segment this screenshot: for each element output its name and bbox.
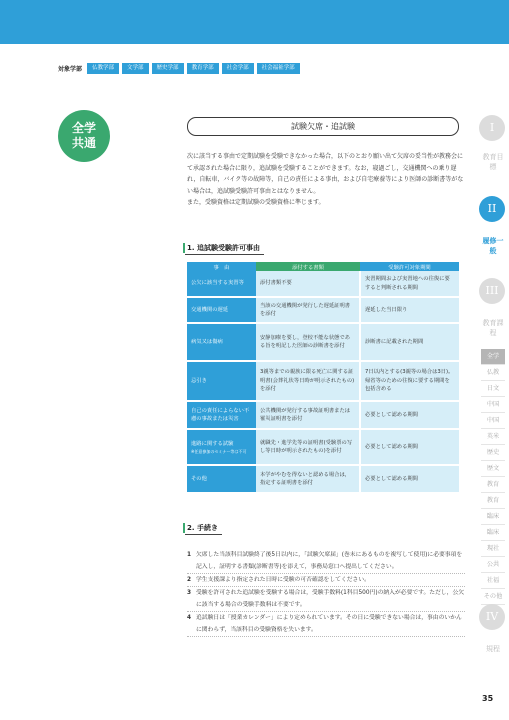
dept-literature: 文学部: [122, 63, 149, 74]
row-period: 必要として認める期間: [360, 465, 459, 493]
intro-text: [187, 151, 465, 209]
departments-label: 対象学部: [58, 65, 83, 73]
chapter-1-icon[interactable]: I: [479, 115, 505, 141]
tab-education-2[interactable]: 教育: [481, 493, 505, 509]
tab-social-welfare[interactable]: 社福: [481, 573, 505, 589]
row-document: 本学がやむを得ないと認める場合は，指定する証明書を添付: [256, 465, 360, 493]
step-number: 4: [187, 615, 192, 621]
step-text: 追試験日は「授業カレンダー」により定められています。その日に受験できない場合は，事由のいかんに関わらず，当該科目の受験資格を失います。: [196, 615, 462, 633]
chapter-2-icon[interactable]: II: [479, 196, 505, 222]
list-item: [187, 587, 465, 612]
row-reason: 自己の責任によらない不慮の事故または災害: [187, 401, 256, 429]
top-strip: [0, 44, 509, 48]
dept-sociology: 社会学部: [222, 63, 254, 74]
row-period: 必要として認める期間: [360, 429, 459, 465]
step-number: 2: [187, 577, 192, 583]
dept-social-welfare: 社会福祉学部: [257, 63, 300, 74]
section-underline: [185, 534, 222, 535]
row-period: 遅延した当日限り: [360, 297, 459, 323]
row-reason: 交通機関の遅延: [187, 297, 256, 323]
badge-line-2: 共通: [71, 136, 96, 150]
row-reason: 進路に関する試験 ※任意参加のセミナー等は不可: [187, 429, 256, 465]
badge-line-1: 全学: [71, 121, 96, 135]
dept-education: 教育学部: [187, 63, 219, 74]
list-item: [187, 574, 465, 587]
row-document: 添付書類不要: [256, 271, 360, 297]
table-row: [187, 297, 459, 323]
table-row: [187, 361, 459, 401]
table-row: [187, 323, 459, 361]
step-number: 3: [187, 590, 192, 596]
reasons-table: [187, 262, 459, 494]
section-heading-reasons: [187, 243, 260, 253]
tab-english[interactable]: 英米: [481, 429, 505, 445]
row-document: 公共機関が発行する事故証明書または罹災証明書を添付: [256, 401, 360, 429]
dept-history: 歴史学部: [152, 63, 184, 74]
step-text: 欠席した当該科目試験終了後5日以内に，「試験欠席届」(巻末にあるものを複写して使用)に必要事項を記入し，証明する書類(診断書等)を添えて，事務局窓口へ提出してください。: [196, 552, 463, 570]
table-header-row: [187, 262, 459, 271]
intro-paragraph: 次に該当する事由で定期試験を受験できなかった場合，以下のとおり願い出て欠席の妥当性が教務会にて承認された場合に限り，追試験を受験することができます。なお，寝過ごし，交通機関への乗り遅れ，自転車，バイク等の故障等，自己の責任による事由，および自宅療養等により医師の診断書等がない場合は，追試験受験許可事由とはなりません。: [187, 153, 464, 195]
chapter-4-label[interactable]: 規程: [486, 645, 500, 653]
tab-chinese-1[interactable]: 中国: [481, 397, 505, 413]
top-banner: [0, 0, 509, 44]
row-document: 3親等までの親族に限る死亡に関する証明書(会葬礼状等日時が明示されたもの)を添付: [256, 361, 360, 401]
table-row: [187, 429, 459, 465]
all-faculty-badge: [58, 110, 110, 162]
chapter-3-icon[interactable]: III: [479, 278, 505, 304]
page-number: 35: [482, 694, 494, 703]
table-row: [187, 401, 459, 429]
row-period: 診断書に記載された期間: [360, 323, 459, 361]
row-period: 実習期間および実習地への往復に要すると判断される期間: [360, 271, 459, 297]
tab-public[interactable]: 公共: [481, 557, 505, 573]
row-reason: 公欠に該当する実習等: [187, 271, 256, 297]
tab-japanese-lit[interactable]: 日文: [481, 381, 505, 397]
section-heading-procedure: [187, 523, 218, 533]
section-underline: [185, 254, 264, 255]
tab-chinese-2[interactable]: 中国: [481, 413, 505, 429]
tab-clinical-1[interactable]: 臨床: [481, 509, 505, 525]
col-header-document: 添付する書類: [256, 262, 360, 271]
chapter-4-icon[interactable]: IV: [479, 604, 505, 630]
section-heading-text: 1. 追試験受験許可事由: [187, 244, 260, 252]
target-departments: [58, 62, 303, 74]
tab-other[interactable]: その他: [481, 589, 505, 605]
tab-education-1[interactable]: 教育: [481, 477, 505, 493]
chapter-2-label[interactable]: 履修一般: [482, 237, 504, 255]
row-document: 就職先・進学先等の証明書(受験票の写し等日時が明示されたもの)を添付: [256, 429, 360, 465]
tab-history[interactable]: 歴史: [481, 445, 505, 461]
chapter-1-label[interactable]: 教育目標: [482, 153, 504, 171]
list-item: [187, 612, 465, 637]
step-text: 受験を許可された追試験を受験する場合は，受験手数料(1科目500円)の納入が必要です。ただし，公欠に該当する場合の受験手数料は不要です。: [196, 590, 465, 608]
department-index-tabs: [481, 349, 505, 605]
intro-paragraph: また，受験資格は定期試験の受験資格に準じます。: [187, 199, 325, 206]
row-document: 安静加療を要し，登校不能な状態である旨を明記した医師の診断書を添付: [256, 323, 360, 361]
tab-history-culture[interactable]: 歴文: [481, 461, 505, 477]
row-reason-note: ※任意参加のセミナー等は不可: [191, 448, 247, 454]
col-header-reason: 事 由: [187, 262, 256, 271]
row-period: 7日以内とする(3親等の場合は3日)。帰省等のための往復に要する期間を包括含める: [360, 361, 459, 401]
section-heading-text: 2. 手続き: [187, 524, 218, 532]
dept-buddhism: 仏教学部: [87, 63, 119, 74]
row-document: 当該の交通機関が発行した遅延証明書を添付: [256, 297, 360, 323]
procedure-list: [187, 549, 465, 637]
page-title: 試験欠席・追試験: [187, 117, 459, 136]
col-header-period: 受験許可対象期間: [360, 262, 459, 271]
tab-modern-society[interactable]: 現社: [481, 541, 505, 557]
list-item: [187, 549, 465, 574]
row-period: 必要として認める期間: [360, 401, 459, 429]
row-reason: 忌引き: [187, 361, 256, 401]
tab-clinical-2[interactable]: 臨床: [481, 525, 505, 541]
table-row: [187, 465, 459, 493]
row-reason: 病気又は傷病: [187, 323, 256, 361]
chapter-3-label[interactable]: 教育課程: [482, 319, 504, 337]
step-number: 1: [187, 552, 192, 558]
tab-all[interactable]: 全学: [481, 349, 505, 365]
step-text: 学生支援課より指定された日時に受験の可否確認をしてください。: [196, 577, 370, 583]
table-row: [187, 271, 459, 297]
row-reason: その他: [187, 465, 256, 493]
tab-buddhism[interactable]: 仏教: [481, 365, 505, 381]
